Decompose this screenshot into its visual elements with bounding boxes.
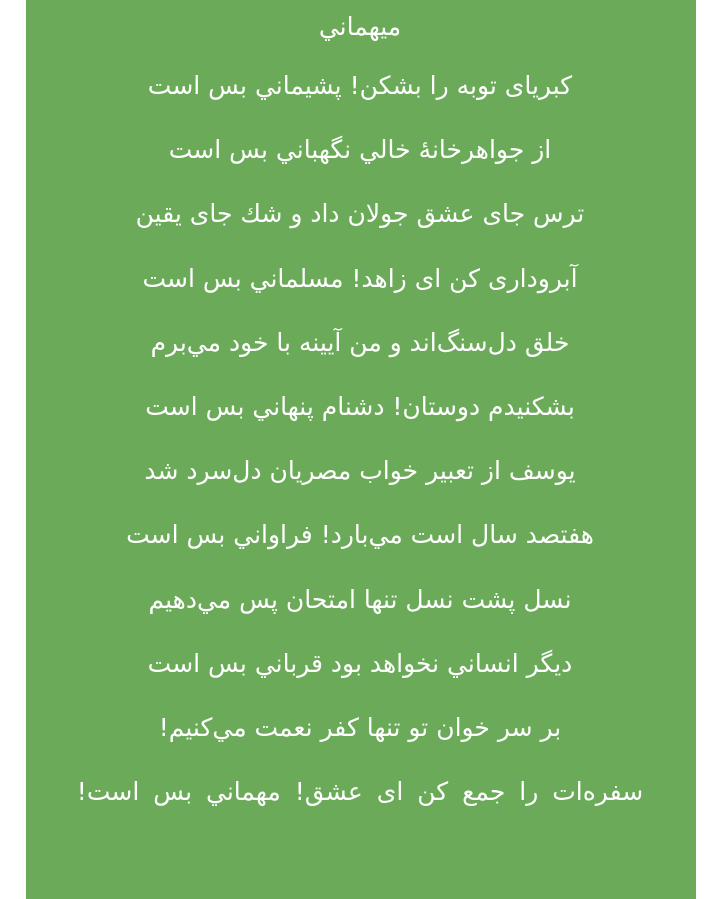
poem-line-3: ترس جای عشق جولان داد و شك جای یقین — [135, 199, 585, 229]
poem-text — [34, 6, 686, 824]
poem-line-12: سفره‌ات را جمع کن ای عشق! مهماني بس است! — [76, 777, 644, 807]
poem-line-8: هفتصد سال است مي‌بارد! فراواني بس است — [126, 520, 594, 550]
poem-line-1: کبریای توبه را بشکن! پشیماني بس است — [147, 71, 573, 100]
poem-line-2: از جواهرخانهٔ خالي نگهباني بس است — [168, 135, 552, 165]
poem-line-4: آبروداری کن ای زاهد! مسلماني بس است — [142, 263, 578, 293]
poem-title: میهماني — [318, 12, 402, 41]
poem-line-7: یوسف از تعبیر خواب مصریان دل‌سرد شد — [144, 456, 576, 486]
poem-line-9: نسل پشت نسل تنها امتحان پس مي‌دهیم — [148, 584, 572, 614]
poem-line-6: بشکنیدم دوستان! دشنام پنهاني بس است — [145, 391, 575, 421]
poem-line-5: خلق دل‌سنگ‌اند و من آیینه با خود مي‌برم — [150, 327, 570, 357]
poem-line-10: دیگر انساني نخواهد بود قرباني بس است — [147, 648, 573, 678]
poem-line-11: بر سر خوان تو تنها کفر نعمت مي‌کنیم! — [158, 712, 562, 742]
